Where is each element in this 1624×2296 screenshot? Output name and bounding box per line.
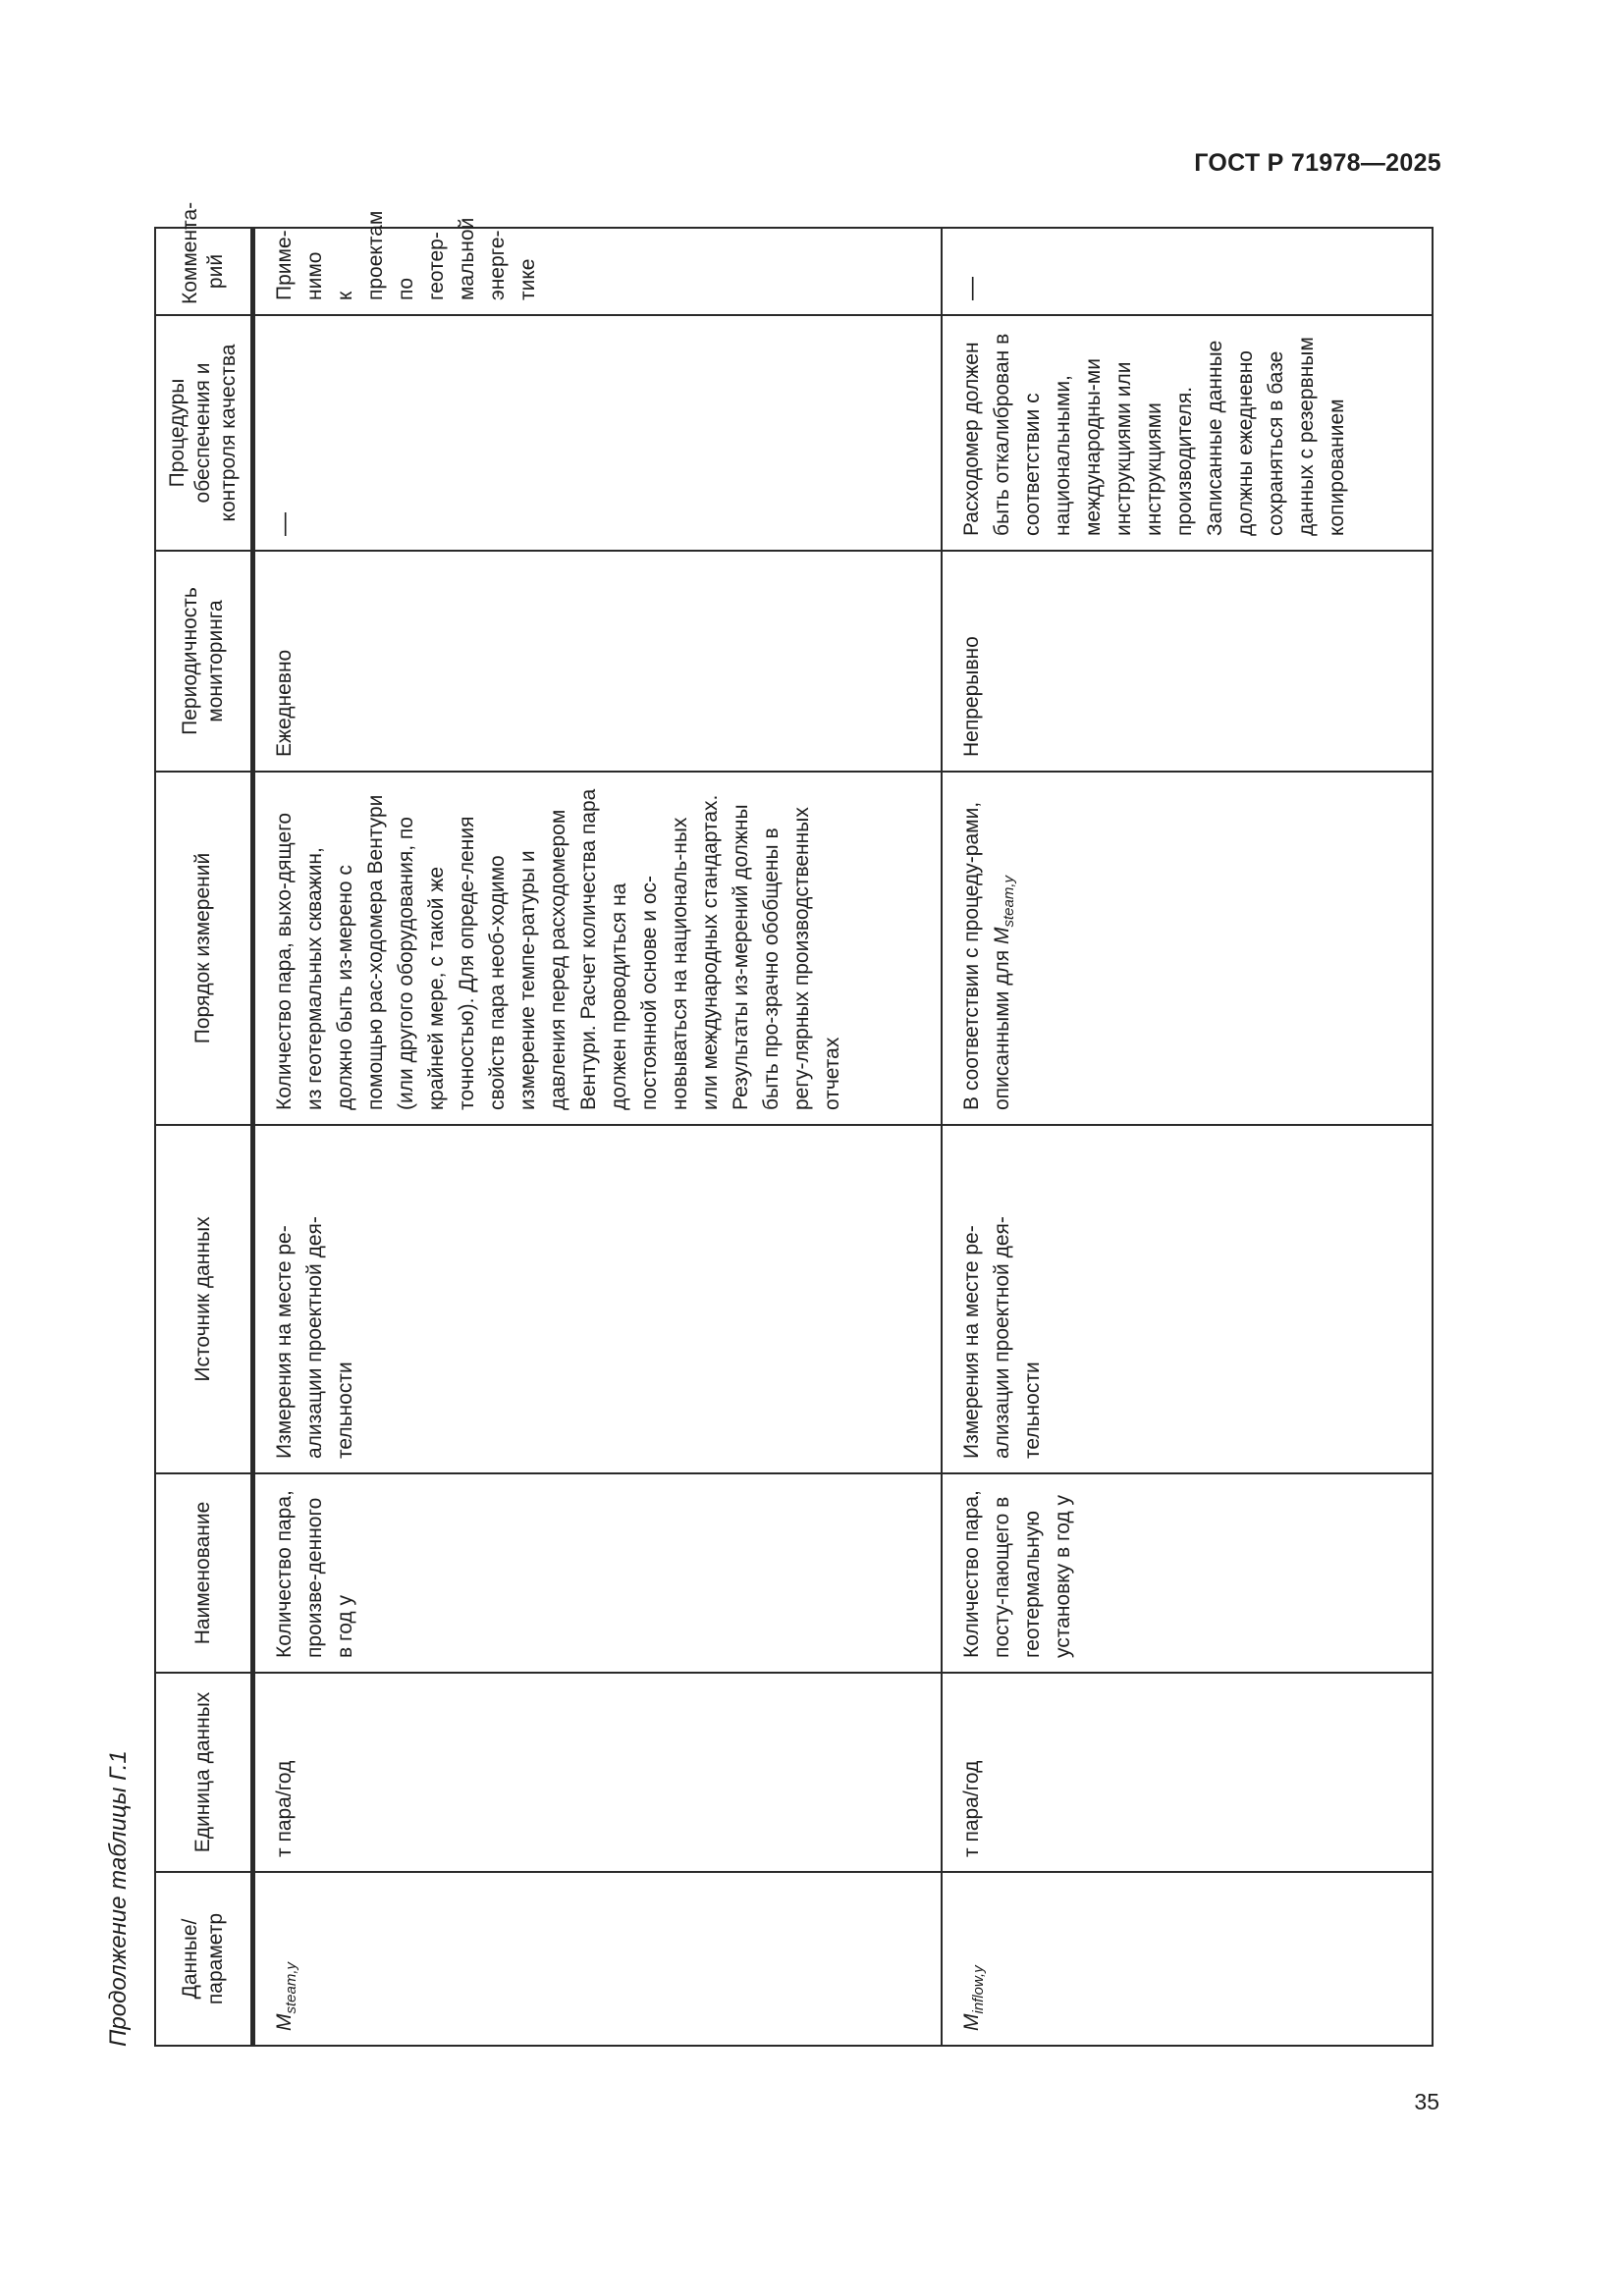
header-source: Источник данных (155, 1125, 251, 1473)
header-comment: Коммента-рий (155, 228, 251, 315)
page-number: 35 (1414, 2089, 1439, 2114)
table-caption: Продолжение таблицы Г.1 (105, 1750, 132, 2047)
row2-parameter: $M_{inflow,y}$ (942, 1872, 1433, 2046)
row1-frequency: Ежедневно (254, 551, 942, 772)
row2-name: Количество пара, посту-пающего в геотермальную установку в год y (942, 1473, 1433, 1673)
monitoring-parameters-table (154, 201, 1434, 2047)
row1-unit: т пара/год (254, 1673, 942, 1872)
row2-procedure: В соответствии с процеду-рами, описанными для $M_{steam,y}$ (942, 772, 1433, 1125)
rotated-table-container (105, 201, 1433, 2047)
row1-parameter: $M_{steam,y}$ (254, 1872, 942, 2046)
standard-designation: ГОСТ Р 71978—2025 (1194, 149, 1441, 177)
row2-qa-qc: Расходомер должен быть откалиброван в соответствии с национальными, международны-ми инструкциями или инструкциями производителя. Записанные данные должны ежедневно сохраняться в базе данных с резервным копированием (942, 315, 1433, 551)
header-name: Наименование (155, 1473, 251, 1673)
table-row (254, 228, 942, 2046)
header-parameter: Данные/ параметр (155, 1872, 251, 2046)
header-qa-qc: Процедуры обеспечения и контроля качества (155, 315, 251, 551)
row1-name: Количество пара, произве-денного в год y (254, 1473, 942, 1673)
table-header-row (155, 228, 251, 2046)
header-procedure: Порядок измерений (155, 772, 251, 1125)
row1-comment: Приме-нимо к проектам по геотер-мальной энерге-тике (254, 228, 942, 315)
header-unit: Единица данных (155, 1673, 251, 1872)
row2-source: Измерения на месте ре-ализации проектной дея-тельности (942, 1125, 1433, 1473)
row2-frequency: Непрерывно (942, 551, 1433, 772)
row1-source: Измерения на месте ре-ализации проектной дея-тельности (254, 1125, 942, 1473)
header-frequency: Периодичность мониторинга (155, 551, 251, 772)
row1-qa-qc: — (254, 315, 942, 551)
table-row (942, 228, 1433, 2046)
row2-comment: — (942, 228, 1433, 315)
row1-procedure: Количество пара, выхо-дящего из геотермальных скважин, должно быть из-мерено с помощью рас-ходомера Вентури (или другого оборудования, по крайней мере, с такой же точностью). Для опреде-ления свойств пара необ-ходимо измерение темпе-ратуры и давления перед расходомером Вентури. Расчет количества пара должен проводиться на постоянной основе и ос-новываться на националь-ных или международных стандартах. Результаты из-мерений должны быть про-зрачно обобщены в регу-лярных производственных отчетах (254, 772, 942, 1125)
row2-unit: т пара/год (942, 1673, 1433, 1872)
rotated-table-wrapper (105, 201, 1433, 2047)
